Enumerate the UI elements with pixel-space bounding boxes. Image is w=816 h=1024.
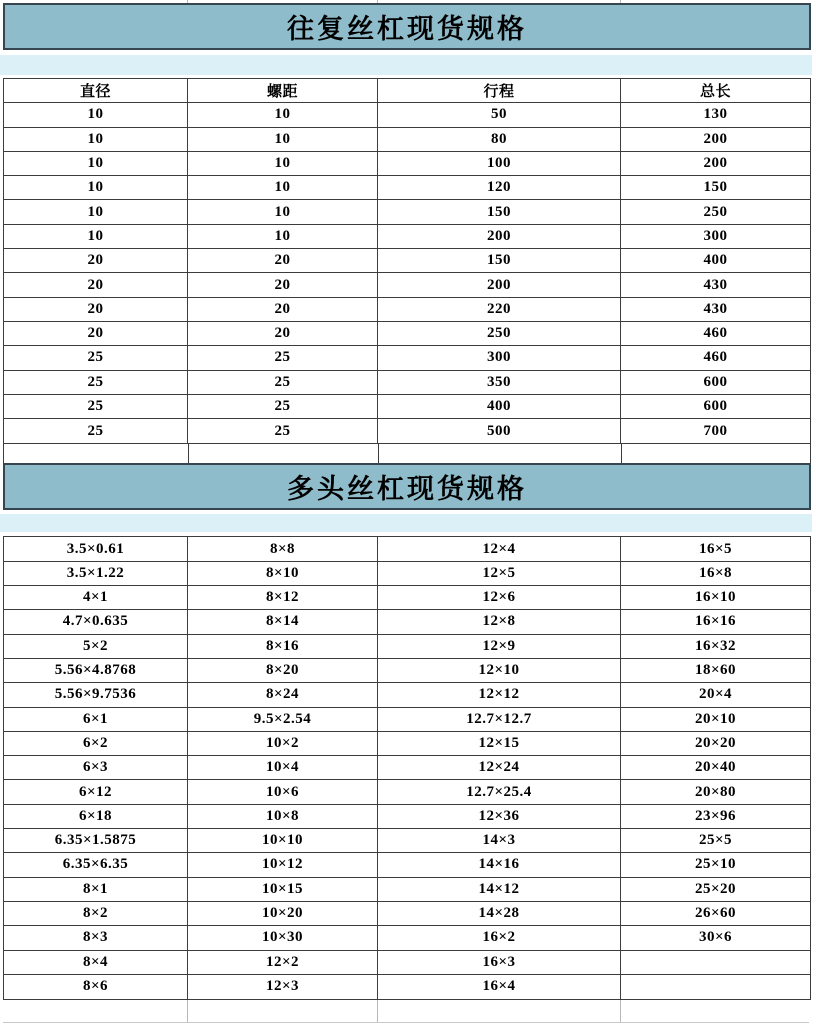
table-cell: 20×40 [694,759,737,776]
table-cell: 30×6 [698,929,733,946]
table-cell: 700 [703,422,728,439]
table-cell: 10 [188,225,378,248]
table-cell: 8×20 [188,659,378,682]
table-row [4,346,810,370]
table-cell: 10 [4,225,188,248]
table-cell: 8×6 [4,975,188,999]
table-cell: 8×12 [188,586,378,609]
table-cell: 14×12 [378,878,621,901]
table-row [4,419,810,443]
column-header: 螺距 [188,79,378,102]
table-cell: 460 [703,325,728,342]
table-row [4,176,810,200]
table-cell: 6×18 [4,805,188,828]
table-cell: 6×2 [4,732,188,755]
table-cell: 12×2 [188,951,378,974]
table-row [4,322,810,346]
table-cell: 10 [188,200,378,223]
table-cell: 25×20 [694,880,737,897]
table-cell: 25×5 [698,832,733,849]
table-cell: 5.56×9.7536 [4,683,188,706]
table-cell: 10 [4,103,188,126]
table-cell: 25 [4,395,188,418]
table-cell: 16×4 [378,975,621,999]
table2-title: 多头丝杠现货规格 [287,474,527,506]
table-cell: 16×8 [698,564,733,581]
table-cell: 20×80 [694,783,737,800]
table-cell: 250 [703,203,728,220]
table-cell: 150 [378,200,621,223]
table-cell: 10×15 [188,878,378,901]
table-cell: 200 [378,273,621,296]
table-cell: 120 [378,176,621,199]
table-cell: 20 [188,298,378,321]
table-cell: 12×3 [188,975,378,999]
table-cell: 23×96 [694,807,737,824]
table-cell: 20×10 [694,710,737,727]
table-cell: 12×12 [378,683,621,706]
table-cell: 50 [378,103,621,126]
table-cell: 430 [703,300,728,317]
table-cell: 6.35×1.5875 [4,829,188,852]
table-cell: 8×8 [188,537,378,560]
table-cell: 25×10 [694,856,737,873]
table-row [4,586,810,610]
table-cell: 12×15 [378,732,621,755]
table-row [4,225,810,249]
table-cell: 12×8 [378,610,621,633]
table-cell: 350 [378,371,621,394]
table-cell: 26×60 [694,905,737,922]
column-divider [187,1000,188,1022]
table-cell: 200 [703,130,728,147]
table-cell: 10×30 [188,926,378,949]
table-row [4,853,810,877]
table-cell: 18×60 [694,662,737,679]
table-cell: 16×3 [378,951,621,974]
table-row [4,780,810,804]
table-cell: 16×10 [694,589,737,606]
table-cell: 430 [703,276,728,293]
table-cell: 10×20 [188,902,378,925]
table-cell: 6×3 [4,756,188,779]
table-cell: 14×3 [378,829,621,852]
table-cell: 6.35×6.35 [4,853,188,876]
table-cell: 12.7×25.4 [378,780,621,803]
table-cell: 400 [703,252,728,269]
table-cell: 8×24 [188,683,378,706]
top-cutoff-row [3,0,809,3]
table-cell: 300 [703,227,728,244]
table-cell: 3.5×1.22 [4,562,188,585]
table-cell: 12×6 [378,586,621,609]
table-cell: 20×4 [698,686,733,703]
table-row [4,273,810,297]
table-row [4,926,810,950]
column-divider [377,0,378,3]
table-cell: 25 [188,395,378,418]
table-cell: 10×4 [188,756,378,779]
table-cell: 10 [188,176,378,199]
table-cell: 20 [188,249,378,272]
table-row [4,756,810,780]
reciprocating-screw-table [3,78,811,444]
table-cell: 150 [703,179,728,196]
table-cell: 100 [378,152,621,175]
table-row [4,975,810,999]
table-cell: 12.7×12.7 [378,708,621,731]
table-header-row [4,79,810,103]
column-header: 总长 [699,84,731,101]
table-cell: 20×20 [694,734,737,751]
table-cell: 20 [4,298,188,321]
table-cell: 12×36 [378,805,621,828]
column-divider [377,1000,378,1022]
table-row [4,537,810,561]
table1-title: 往复丝杠现货规格 [287,14,527,45]
column-divider [620,1000,621,1022]
table-cell: 130 [703,106,728,123]
table-cell: 12×5 [378,562,621,585]
column-divider [620,0,621,3]
table-cell: 12×4 [378,537,621,560]
table-cell: 10 [188,152,378,175]
table-cell: 10×8 [188,805,378,828]
table-cell: 10 [188,103,378,126]
table-cell: 200 [378,225,621,248]
table-row [4,152,810,176]
table-cell: 6×1 [4,708,188,731]
table-cell: 10×6 [188,780,378,803]
table-cell: 8×1 [4,878,188,901]
table-cell: 10×10 [188,829,378,852]
bottom-cutoff-row [3,1000,809,1023]
table-cell: 8×10 [188,562,378,585]
table-row [4,902,810,926]
table-row [4,683,810,707]
table-cell: 10×2 [188,732,378,755]
table-cell: 9.5×2.54 [188,708,378,731]
table-cell: 8×14 [188,610,378,633]
table-row [4,610,810,634]
table-cell: 16×2 [378,926,621,949]
table-cell: 25 [188,346,378,369]
table-cell: 250 [378,322,621,345]
table-cell: 25 [188,371,378,394]
table-cell: 14×16 [378,853,621,876]
empty-table-row [3,444,811,463]
table-cell: 400 [378,395,621,418]
table-cell: 25 [4,346,188,369]
table-cell: 8×16 [188,635,378,658]
table-row [4,878,810,902]
table-cell: 14×28 [378,902,621,925]
table-row [4,635,810,659]
table-row [4,562,810,586]
table-cell: 10 [4,200,188,223]
table-cell: 10 [4,128,188,151]
table-cell: 200 [703,155,728,172]
table-row [4,249,810,273]
table-cell: 20 [188,322,378,345]
table-cell: 12×9 [378,635,621,658]
table-cell: 8×4 [4,951,188,974]
table-cell: 6×12 [4,780,188,803]
table-cell: 25 [4,371,188,394]
table-cell: 5×2 [4,635,188,658]
table-cell: 4.7×0.635 [4,610,188,633]
table-row [4,951,810,975]
table-cell: 10×12 [188,853,378,876]
table-cell: 80 [378,128,621,151]
column-divider [188,444,189,463]
table-cell: 150 [378,249,621,272]
column-header: 行程 [378,79,621,102]
table-row [4,103,810,127]
table-cell: 20 [4,273,188,296]
table-cell: 25 [4,419,188,443]
column-divider [378,444,379,463]
table-row [4,805,810,829]
table-cell: 8×2 [4,902,188,925]
table-cell: 4×1 [4,586,188,609]
column-divider [621,444,622,463]
table-cell: 12×10 [378,659,621,682]
table-cell: 5.56×4.8768 [4,659,188,682]
table1-title-bar [3,3,811,50]
table-cell: 600 [703,398,728,414]
table-cell: 300 [378,346,621,369]
table-cell [621,975,810,999]
table-cell: 3.5×0.61 [4,537,188,560]
table-cell: 8×3 [4,926,188,949]
table-cell: 20 [4,322,188,345]
table-cell: 20 [188,273,378,296]
table-cell: 500 [378,419,621,443]
table-cell: 12×24 [378,756,621,779]
table-row [4,371,810,395]
table-row [4,298,810,322]
table-cell: 10 [188,128,378,151]
table-row [4,200,810,224]
table-row [4,708,810,732]
column-header: 直径 [4,79,188,102]
table-cell [621,951,810,974]
table-cell: 10 [4,176,188,199]
table-row [4,128,810,152]
table-cell: 20 [4,249,188,272]
table-row [4,395,810,419]
multistart-screw-table [3,536,811,1000]
table-cell: 460 [703,349,728,366]
table-row [4,829,810,853]
table-cell: 16×16 [694,613,737,630]
column-divider [187,0,188,3]
table-cell: 16×32 [694,637,737,654]
table-row [4,732,810,756]
table-cell: 16×5 [698,540,733,557]
table-cell: 25 [188,419,378,443]
table-cell: 600 [703,373,728,390]
decorative-strip [0,514,812,532]
decorative-strip [0,55,812,75]
table-cell: 220 [378,298,621,321]
table-row [4,659,810,683]
table-cell: 10 [4,152,188,175]
table2-title-bar [3,463,811,510]
